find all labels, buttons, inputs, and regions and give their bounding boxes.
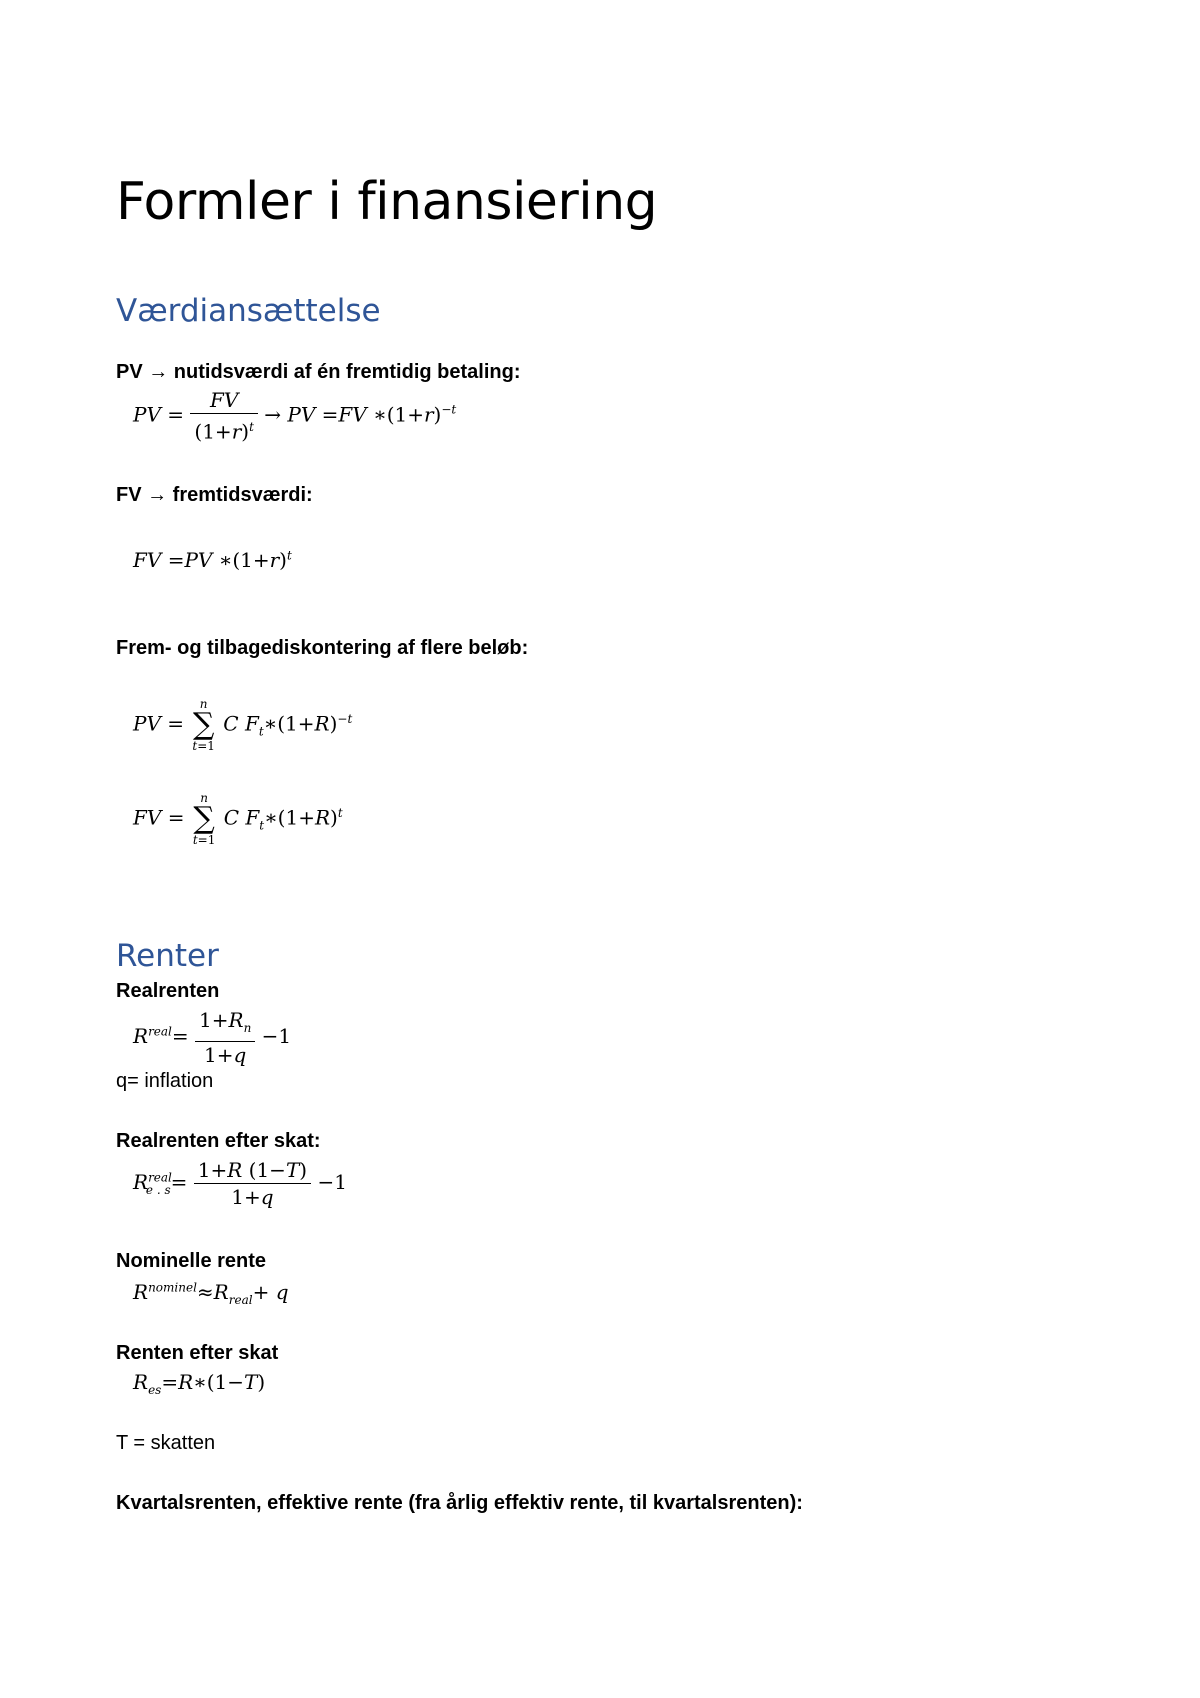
section-heading-valuation: Værdiansættelse (116, 293, 381, 329)
after-tax-formula: $R_{es}=R∗(1-T)$ (133, 1370, 266, 1397)
fv-label: FV → fremtidsværdi: (116, 484, 313, 506)
section-heading-rates: Renter (116, 938, 219, 974)
fv-formula: FV =PV $∗(1+r)^t$ (133, 548, 292, 572)
after-tax-label: Renten efter skat (116, 1342, 279, 1364)
real-after-tax-label: Realrenten efter skat: (116, 1130, 321, 1152)
q-definition: q= inflation (116, 1070, 214, 1092)
pv-formula: PV = $\frac{FV}{(1+r)^t}$ → PV =FV $∗(1+r)^{-t}$ (133, 388, 457, 444)
t-definition: T = skatten (116, 1432, 216, 1454)
pv-sum-formula: PV = n ∑ t=1 C $F_t∗(1+R)^{-t}$ (133, 697, 353, 753)
real-rate-label: Realrenten (116, 980, 220, 1002)
fv-sum-formula: FV = n ∑ t=1 C $F_t∗(1+R)^t$ (133, 791, 343, 847)
quarterly-label: Kvartalsrenten, effektive rente (fra årlig effektiv rente, til kvartalsrenten): (116, 1492, 803, 1514)
nominal-label: Nominelle rente (116, 1250, 267, 1272)
real-after-tax-formula: $R^{real}_{e . s}=$ $\frac{1+R (1-T)}{1+q}$ −1 (133, 1158, 347, 1209)
nominal-formula: $R^{nominel}\approx R_{real}+ q$ (133, 1280, 289, 1307)
multi-label: Frem- og tilbagediskontering af flere beløb: (116, 637, 529, 659)
document-title: Formler i finansiering (116, 172, 658, 232)
real-rate-formula: $R^{real}=$ $\frac{1+R_n}{1+q}$ −1 (133, 1008, 292, 1067)
pv-label: PV → nutidsværdi af én fremtidig betaling: (116, 361, 521, 383)
